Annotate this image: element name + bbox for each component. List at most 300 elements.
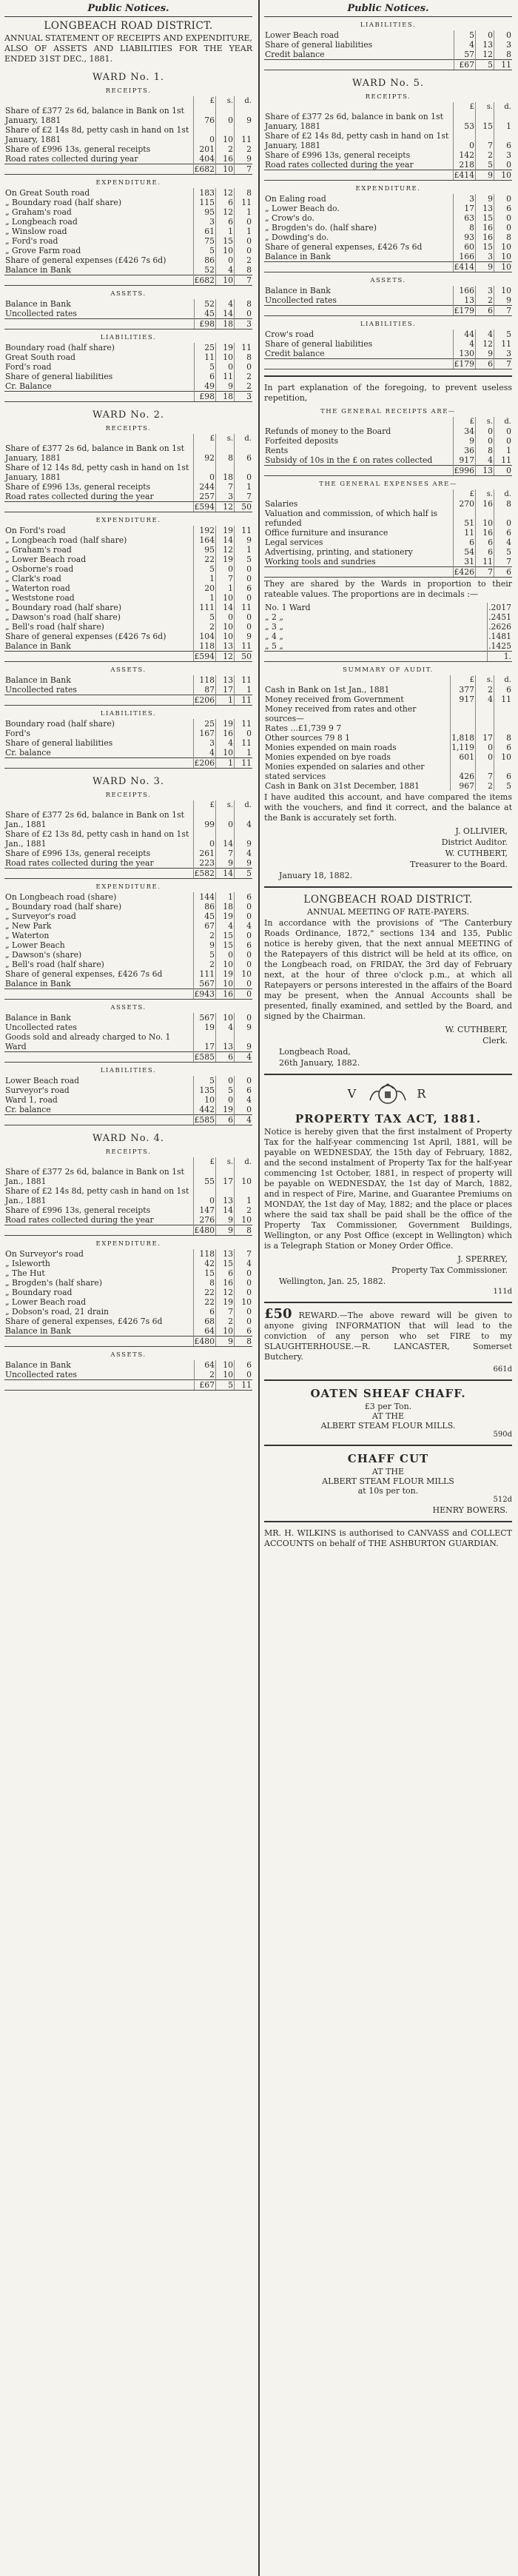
row-label: Balance in Bank [5,299,71,309]
row-label: Balance in Bank [5,979,71,988]
amount-cell: 12 [476,50,494,60]
table-row [4,535,252,545]
amount-cell: 87 [193,685,215,695]
amount-cell: 5 [235,869,253,879]
amount-cell: 16 [476,528,494,538]
amount-cell: 22 [193,555,215,564]
row-label: On Ealing road [265,194,326,204]
table-row [4,492,252,502]
row-label: Rates ...£1,739 9 7 [265,723,342,733]
amount-cell: 1 [216,695,235,706]
amount-cell: 142 [453,150,475,160]
amount-cell: 4 [216,738,235,748]
table-row [264,102,512,112]
amount-cell: 11 [235,675,253,685]
amount-cell: 1,818 [451,733,474,743]
row-label: Balance in Bank [5,675,71,685]
row-label [4,392,195,402]
amount-cell: 9 [216,1225,235,1236]
amount-cell: 118 [193,675,215,685]
amount-cell: 0 [235,463,253,482]
amount-cell: 0 [216,612,235,622]
row-label: Share of general liabilities [265,40,373,50]
table-row [4,911,252,921]
amount-cell: 11 [235,125,253,144]
row-label: Boundary road (half share) [5,343,115,352]
audit-summary [264,675,512,791]
amount-cell: 0 [235,1105,253,1115]
row-label: „ Grove Farm road [5,246,81,255]
amount-cell: 2 [216,1317,235,1326]
row-label [264,170,453,181]
row-label: Road rates collected during the year [5,858,154,868]
amount-cell: 4 [235,1052,253,1063]
amount-cell: 0 [235,246,253,255]
treasurer-name: W. CUTHBERT, [445,849,508,858]
row-label [264,466,453,476]
crest-letter-v: V [347,1086,360,1101]
row-label: „ Clark's road [5,574,61,583]
row-label: Cr. balance [5,748,51,757]
amount-cell: £ [193,800,215,810]
amount-cell: 9 [216,1215,235,1225]
amount-cell: 1 [235,1186,253,1205]
table-row [264,359,512,369]
amount-cell: 11 [235,641,253,652]
amount-cell: 12 [216,188,235,198]
amount-cell: £594 [194,652,215,661]
row-label: Share of £2 14s 8d, petty cash in hand on 1st Jan., 1881 [5,1186,192,1205]
amount-cell: 0 [235,989,253,1000]
row-label: „ Crow's do. [265,213,314,223]
amount-cell: 16 [216,989,235,1000]
row-label: „ Longbeach road [5,217,78,227]
table-row [4,207,252,217]
table-row [4,434,252,444]
amount-cell: 60 [453,242,475,252]
amount-cell: 0 [193,1186,215,1205]
amount-cell: 0 [216,1095,235,1105]
table-row [264,194,512,204]
amount-cell: 0 [235,950,253,960]
row-label [264,652,488,662]
row-label: Lower Beach road [5,1076,80,1085]
amount-cell: d. [494,675,513,685]
table-row [264,112,512,131]
ward-1-title: WARD No. 1. [92,72,165,83]
divider [264,1445,512,1446]
amount-cell: £179 [454,359,474,369]
table-row [4,1157,252,1167]
amount-cell: £426 [454,567,474,577]
amount-cell: 0 [235,1307,253,1317]
row-label [4,1336,193,1347]
amount-cell: £ [453,417,475,426]
divider [264,375,512,377]
row-label: „ Brogden's do. (half share) [265,223,377,232]
amount-cell: 0 [494,466,513,476]
table-row [4,1052,252,1063]
row-label: Boundary road (half share) [5,719,115,729]
amount-cell: 11 [235,1380,253,1391]
amount-cell: 4 [235,810,253,829]
row-label: Legal services [265,538,323,547]
amount-cell: .2451 [488,612,511,622]
crest-emblem-icon [366,1081,410,1108]
amount-cell: 15 [476,213,494,223]
amount-cell: 10 [494,286,513,295]
table-row [264,426,512,436]
table-row [264,306,512,316]
amount-cell: 64 [195,1360,216,1370]
amount-cell: 0 [235,931,253,940]
amount-cell: 1 [235,685,253,695]
amount-cell: 6 [216,217,235,227]
amount-cell: d. [235,800,253,810]
table-row [264,733,512,743]
row-label: Uncollected rates [5,309,77,318]
amount-cell: 111 [193,603,215,612]
amount-cell: 0 [494,426,513,436]
row-label: Money received from rates and other sources— [265,704,419,723]
amount-cell: 6 [235,892,253,902]
table-row [264,695,512,704]
amount-cell: 67 [193,921,215,931]
amount-cell: 0 [235,1268,253,1278]
chaff-place: ALBERT STEAM FLOUR MILLS. [320,1421,456,1431]
reward-amount: £50 [264,1306,292,1322]
amount-cell: 9 [494,295,513,306]
amount-cell: 4 [235,1115,253,1125]
amount-cell: 6 [476,547,494,557]
row-label [264,567,453,578]
row-label: Monies expended on main roads [265,743,397,752]
row-label [4,1052,193,1063]
amount-cell: 7 [494,359,513,369]
row-label [264,60,454,70]
amount-cell: 22 [193,1288,215,1297]
amount-cell: 0 [494,223,513,232]
amount-cell: 53 [453,112,475,131]
table-row [264,603,512,612]
ward-1-receipts [4,96,252,175]
amount-cell: 270 [453,499,475,509]
amount-cell [451,704,476,723]
row-label [264,262,453,272]
row-label [4,989,193,1000]
table-row [4,564,252,574]
row-label [4,1225,193,1236]
right-column [264,0,512,1552]
table-row [4,574,252,583]
amount-cell: 7 [216,574,235,583]
table-row [264,466,512,476]
amount-cell: 5 [476,60,494,70]
amount-cell: 0 [235,622,253,632]
table-row [4,641,252,652]
row-label: Share of £996 13s, general receipts [5,482,151,492]
amount-cell: 5 [494,781,513,791]
amount-cell: 6 [216,1052,235,1063]
amount-cell: 1 [494,446,513,455]
row-label: Share of £377 2s 6d, balance in Bank on 1st Jan., 1881 [5,810,187,829]
amount-cell: £ [193,434,215,444]
ward-2-expenditure [4,526,252,662]
row-label: Rents [265,446,289,455]
table-row [4,748,252,758]
row-label [264,306,453,316]
amount-cell: d. [235,96,253,106]
amount-cell: 9 [193,940,215,950]
row-label: On Great South road [5,188,90,198]
amount-cell: 167 [193,729,215,738]
amount-cell: 166 [453,286,475,295]
table-row [4,463,252,482]
ward-5-liabilities [264,329,512,369]
table-row [4,309,252,319]
amount-cell: £480 [194,1336,215,1346]
row-label: On Ford's road [5,526,66,535]
row-label [4,1115,193,1125]
table-row [4,246,252,255]
row-label: On Surveyor's road [5,1249,84,1259]
amount-cell: 0 [193,463,215,482]
amount-cell: 11 [494,695,513,704]
table-row [4,858,252,869]
amount-cell: 115 [193,198,215,207]
table-row [4,695,252,706]
amount-cell: £ [453,489,475,499]
table-row [264,170,512,181]
amount-cell: 6 [494,743,513,752]
amount-cell: 7 [494,557,513,567]
amount-cell: .2017 [488,603,511,612]
table-row [4,921,252,931]
table-row [264,446,512,455]
amount-cell: 0 [235,236,253,246]
amount-cell: 9 [476,170,494,181]
table-row [4,545,252,555]
amount-cell: 8 [476,446,494,455]
amount-cell: 8 [453,223,475,232]
amount-cell: £206 [194,695,215,705]
amount-cell: d. [235,1157,253,1167]
table-row [264,685,512,695]
table-row [4,1268,252,1278]
row-label: „ Bell's road (half share) [5,622,104,632]
amount-cell: s. [216,800,235,810]
amount-cell: 0 [216,1076,235,1085]
row-label: Cr. Balance [5,381,52,391]
row-label [4,1380,195,1391]
table-row [4,352,252,362]
amount-cell: 15 [193,1268,215,1278]
table-row [4,144,252,154]
section-heading: LIABILITIES. [360,21,417,29]
amount-cell: 10 [216,748,235,758]
row-label: Share of £996 13s, general receipts [5,849,151,858]
amount-cell: 9 [216,1336,235,1347]
amount-cell: 10 [216,1370,235,1380]
row-label: Surveyor's road [5,1085,70,1095]
section-heading: ASSETS. [110,1004,147,1011]
row-label: „ Dowding's do. [265,232,329,242]
table-row [4,526,252,535]
table-row [4,236,252,246]
amount-cell: 0 [494,436,513,446]
table-row [264,528,512,538]
amount-cell: 5 [193,564,215,574]
amount-cell: 6 [453,538,475,547]
amount-cell: 6 [216,198,235,207]
amount-cell: 51 [453,509,475,528]
amount-cell: 10 [216,275,235,286]
row-label: Uncollected rates [5,685,77,695]
amount-cell: 6 [494,528,513,538]
column-rule [258,0,260,2576]
amount-cell: s. [476,489,494,499]
chaff-cut-price: at 10s per ton. [357,1486,419,1496]
amount-cell: £ [193,1157,215,1167]
amount-cell: 3 [476,286,494,295]
amount-cell: 19 [193,1023,215,1032]
amount-cell: 55 [193,1167,215,1186]
chaff-cut-title: CHAFF CUT [347,1452,429,1465]
table-row [4,652,252,662]
row-label: „ Boundary road [5,1288,73,1297]
amount-cell: 10 [216,1013,235,1023]
row-label: „ Brogden's (half share) [5,1278,102,1288]
row-label: Balance in Bank [265,286,331,295]
table-row [264,652,512,662]
amount-cell: 10 [216,632,235,641]
amount-cell: 0 [235,1278,253,1288]
row-label: Refunds of money to the Board [265,426,391,436]
amount-cell: 11 [235,695,253,706]
amount-cell: 19 [216,911,235,921]
amount-cell: £98 [195,319,216,329]
table-row [4,555,252,564]
amount-cell: 11 [494,339,513,349]
amount-cell: 10 [494,242,513,252]
amount-cell: 2 [216,144,235,154]
tax-title: PROPERTY TAX ACT, 1881. [295,1112,482,1125]
amount-cell: 5 [454,30,476,40]
row-label: Balance in Bank [5,1360,71,1370]
row-label [264,359,453,369]
row-label [4,800,193,810]
table-row [264,204,512,213]
amount-cell: 8 [494,232,513,242]
section-heading: LIABILITIES. [100,710,157,717]
amount-cell: 86 [193,255,215,265]
table-row [4,125,252,144]
row-label: „ Isleworth [5,1259,50,1268]
chaff-cut-code: 512d [493,1496,512,1504]
table-row [4,381,252,392]
auditor-name: J. OLLIVIER, [455,826,508,836]
row-label [4,1157,193,1167]
row-label [4,319,195,329]
amount-cell: 11 [235,526,253,535]
table-row [4,1326,252,1336]
amount-cell: 0 [235,729,253,738]
row-label: „ 5 „ [265,641,283,651]
amount-cell: 0 [235,593,253,603]
amount-cell: 8 [494,733,513,743]
amount-cell: £98 [195,392,216,402]
amount-cell: £206 [194,758,215,768]
table-row [4,154,252,164]
amount-cell: 0 [216,255,235,265]
amount-cell: 183 [193,188,215,198]
amount-cell: 0 [235,564,253,574]
amount-cell: 7 [476,762,494,781]
table-row [264,436,512,446]
amount-cell: 8 [235,188,253,198]
amount-cell: 6 [235,1326,253,1336]
table-row [4,482,252,492]
amount-cell: 18 [216,319,235,329]
amount-cell: 10 [235,969,253,979]
amount-cell: 15 [476,112,494,131]
table-row [4,849,252,858]
table-row [4,810,252,829]
row-label: No. 1 Ward [265,603,311,612]
table-row [264,50,512,60]
amount-cell: 25 [193,719,215,729]
amount-cell: 4 [193,748,215,758]
amount-cell: £585 [194,1115,215,1125]
amount-cell: 0 [453,131,475,150]
amount-cell: 118 [193,641,215,652]
table-row [4,1076,252,1085]
amount-cell: 967 [451,781,476,791]
row-label: Road rates collected during the year [5,492,154,501]
left-column [4,0,252,1391]
amount-cell: 95 [193,207,215,217]
amount-cell [476,723,494,733]
meeting-sign: W. CUTHBERT, [445,1025,508,1034]
table-row [4,892,252,902]
row-label: Ford's road [5,362,52,372]
amount-cell: 75 [193,236,215,246]
section-heading: EXPENDITURE. [95,883,161,891]
amount-cell: 0 [235,979,253,989]
amount-cell: 10 [193,1095,215,1105]
amount-cell: 4 [235,849,253,858]
ward-3-title: WARD No. 3. [92,776,165,787]
amount-cell: 19 [216,1105,235,1115]
amount-cell: 14 [216,829,235,849]
row-label [4,275,193,286]
table-row [4,1288,252,1297]
amount-cell: 0 [494,30,513,40]
amount-cell: 25 [195,343,216,352]
amount-cell: 10 [494,262,513,272]
amount-cell: 8 [235,352,253,362]
row-label: Credit balance [265,50,325,59]
amount-cell: s. [216,96,235,106]
amount-cell: 0 [494,160,513,170]
amount-cell: 6 [235,444,253,463]
chaff-title: OATEN SHEAF CHAFF. [310,1387,466,1400]
amount-cell: £414 [454,262,474,272]
amount-cell: 1 [216,227,235,236]
amount-cell: 10 [216,622,235,632]
row-label: Road rates collected during the year [265,160,414,170]
amount-cell: d. [494,417,513,426]
